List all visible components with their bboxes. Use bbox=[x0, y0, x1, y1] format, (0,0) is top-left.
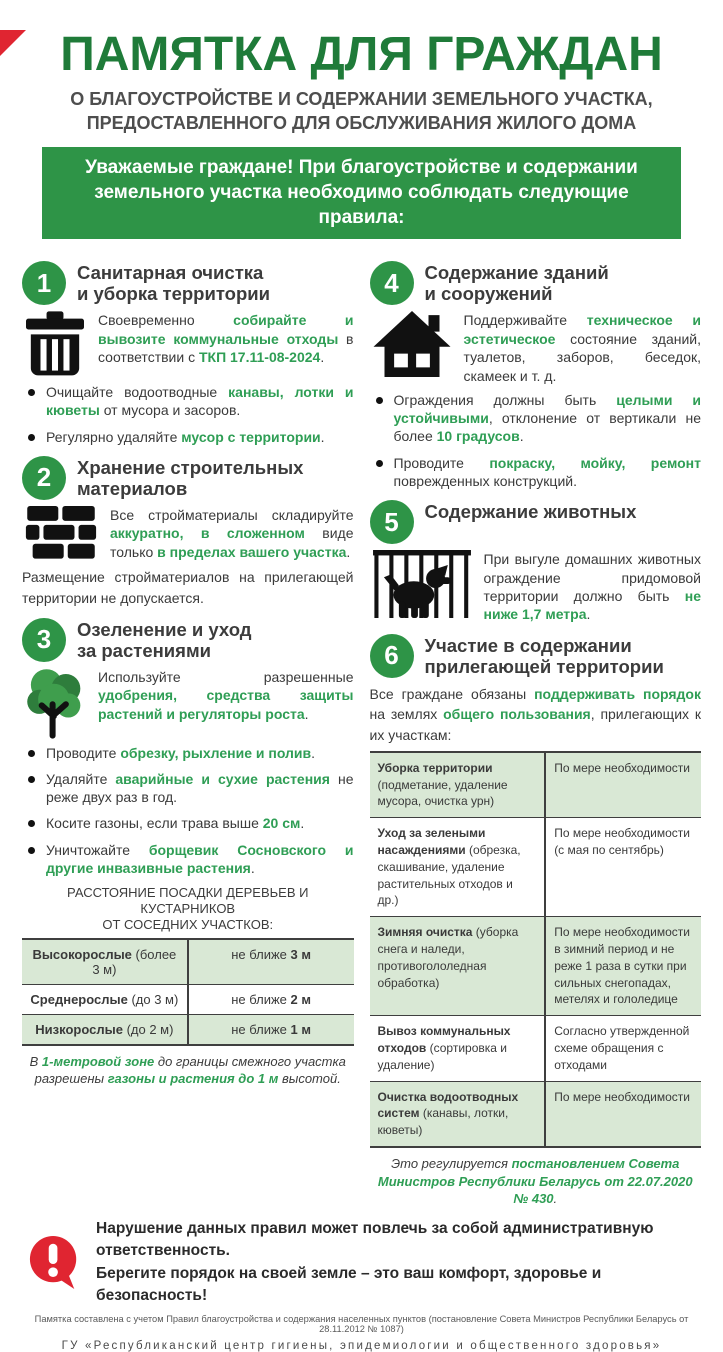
section-2-title: Хранение строительных материалов bbox=[77, 456, 304, 499]
dog-fence-icon bbox=[370, 550, 474, 618]
house-icon bbox=[370, 311, 454, 377]
section-2-paragraph: Размещение стройматериалов на прилегающей территории не допускается. bbox=[22, 569, 354, 606]
section-4-bullets bbox=[376, 391, 702, 490]
section-6-header bbox=[370, 634, 702, 678]
table-row: Среднерослые (до 3 м) не ближе 2 м bbox=[22, 984, 354, 1014]
bullet-item: Проводите обрезку, рыхление и полив. bbox=[28, 744, 354, 762]
warning-block bbox=[22, 1218, 701, 1308]
subtitle-line-2: ПРЕДОСТАВЛЕННОГО ДЛЯ ОБСЛУЖИВАНИЯ ЖИЛОГО ДОМА bbox=[86, 112, 637, 133]
section-1-body bbox=[22, 311, 354, 377]
issuer-footer: ГУ «Республиканский центр гигиены, эпидемиологии и общественного здоровья» bbox=[61, 1340, 662, 1352]
corner-fold-triangle bbox=[0, 30, 26, 56]
section-6-number-badge: 6 bbox=[370, 634, 414, 678]
tree-icon bbox=[22, 668, 88, 738]
section-6-title: Участие в содержании прилегающей территории bbox=[424, 634, 664, 677]
section-5-title: Содержание животных bbox=[424, 501, 637, 523]
intro-banner: Уважаемые граждане! При благоустройстве и содержании земельного участка необходимо соблюдать следующие правила: bbox=[42, 147, 681, 239]
bricks-icon bbox=[22, 506, 100, 560]
trees-distance-table bbox=[22, 938, 354, 1046]
trash-icon bbox=[22, 311, 88, 377]
table-row: Очистка водоотводных систем (канавы, лотки, кюветы) По мере необходимости bbox=[370, 1081, 702, 1147]
duty-table-note: Это регулируется постановлением Совета Министров Республики Беларусь от 22.07.2020 № 430. bbox=[377, 1155, 693, 1207]
content-columns bbox=[22, 251, 701, 1207]
table-row: Высокорослые (более 3 м) не ближе 3 м bbox=[22, 939, 354, 985]
section-3-header bbox=[22, 618, 354, 662]
section-2-body bbox=[22, 506, 354, 561]
page-subtitle bbox=[22, 88, 701, 135]
section-3-body bbox=[22, 668, 354, 738]
page-title: ПАМЯТКА ДЛЯ ГРАЖДАН bbox=[60, 28, 663, 81]
legal-smallprint: Памятка составлена с учетом Правил благоустройства и содержания населенных пунктов (постановление Совета Министров Республики Беларусь от 28.11.2012 № 1087) bbox=[34, 1314, 689, 1335]
table-row: Вывоз коммунальных отходов (сортировка и удаление) Согласно утвержденной схеме обращения с отходами bbox=[370, 1016, 702, 1081]
bullet-item: Ограждения должны быть целыми и устойчивыми, отклонение от вертикали не более 10 градусов. bbox=[376, 391, 702, 446]
section-2-header bbox=[22, 456, 354, 500]
section-4-number-badge: 4 bbox=[370, 261, 414, 305]
section-2-number-badge: 2 bbox=[22, 456, 66, 500]
left-column bbox=[22, 251, 354, 1207]
section-4-body bbox=[370, 311, 702, 385]
section-4-header bbox=[370, 261, 702, 305]
subtitle-line-1: О БЛАГОУСТРОЙСТВЕ И СОДЕРЖАНИИ ЗЕМЕЛЬНОГО УЧАСТКА, bbox=[70, 89, 653, 110]
section-3-intro: Используйте разрешенные удобрения, средства защиты растений и регуляторы роста. bbox=[98, 668, 354, 722]
section-1-intro: Своевременно собирайте и вывозите коммунальные отходы в соответствии с ТКП 17.11-08-2024. bbox=[98, 312, 354, 366]
warning-text: Нарушение данных правил может повлечь за собой административную ответственность. Берегите порядок на своей земле – это ваш комфорт, здоровье и безопасность! bbox=[96, 1219, 654, 1304]
table-row: Уход за зелеными насаждениями (обрезка, скашивание, удаление растительных отходов и др.) По мере необходимости (с мая по сентябрь) bbox=[370, 818, 702, 917]
section-1-number-badge: 1 bbox=[22, 261, 66, 305]
exclamation-icon bbox=[28, 1235, 82, 1291]
section-1-title: Санитарная очистка и уборка территории bbox=[77, 262, 271, 304]
duty-table bbox=[370, 751, 702, 1148]
bullet-item: Удаляйте аварийные и сухие растения не реже двух раз в год. bbox=[28, 770, 354, 806]
section-1-header bbox=[22, 261, 354, 305]
section-5-number-badge: 5 bbox=[370, 500, 414, 544]
section-5-header bbox=[370, 500, 702, 544]
bullet-item: Проводите покраску, мойку, ремонт поврежденных конструкций. bbox=[376, 454, 702, 490]
section-2-intro: Все стройматериалы складируйте аккуратно, в сложенном виде только в пределах вашего участка. bbox=[110, 506, 354, 560]
section-5-body bbox=[370, 550, 702, 624]
section-4-title: Содержание зданий и сооружений bbox=[424, 262, 609, 304]
trees-table-note: В 1-метровой зоне до границы смежного участка разрешены газоны и растения до 1 м высотой. bbox=[29, 1053, 346, 1087]
right-column bbox=[370, 251, 702, 1207]
table-row: Зимняя очистка (уборка снега и наледи, противогололедная обработка) По мере необходимости в зимний период и не реже 1 раза в сутки при сильных снегопадах, метелях и гололедице bbox=[370, 917, 702, 1016]
section-3-bullets bbox=[28, 744, 354, 877]
table-row: Уборка территории (подметание, удаление мусора, очистка урн) По мере необходимости bbox=[370, 752, 702, 818]
section-1-bullets bbox=[28, 383, 354, 446]
table-row: Низкорослые (до 2 м) не ближе 1 м bbox=[22, 1014, 354, 1045]
section-3-title: Озеленение и уход за растениями bbox=[77, 618, 252, 661]
section-4-intro: Поддерживайте техническое и эстетическое состояние зданий, туалетов, заборов, беседок, скамеек и т. д. bbox=[463, 312, 701, 384]
bullet-item: Очищайте водоотводные канавы, лотки и кюветы от мусора и засоров. bbox=[28, 383, 354, 419]
bullet-item: Регулярно удаляйте мусор с территории. bbox=[28, 428, 354, 446]
poster-page bbox=[0, 28, 723, 1352]
section-6-intro: Все граждане обязаны поддерживать порядок на землях общего пользования, прилегающих к их участкам: bbox=[369, 685, 701, 743]
trees-table-caption: РАССТОЯНИЕ ПОСАДКИ ДЕРЕВЬЕВ И КУСТАРНИКОВ ОТ СОСЕДНИХ УЧАСТКОВ: bbox=[67, 884, 309, 933]
bullet-item: Уничтожайте борщевик Сосновского и другие инвазивные растения. bbox=[28, 841, 354, 877]
section-5-intro: При выгуле домашних животных ограждение придомовой территории должно быть не ниже 1,7 метра. bbox=[483, 551, 701, 623]
bullet-item: Косите газоны, если трава выше 20 см. bbox=[28, 814, 354, 832]
section-3-number-badge: 3 bbox=[22, 618, 66, 662]
